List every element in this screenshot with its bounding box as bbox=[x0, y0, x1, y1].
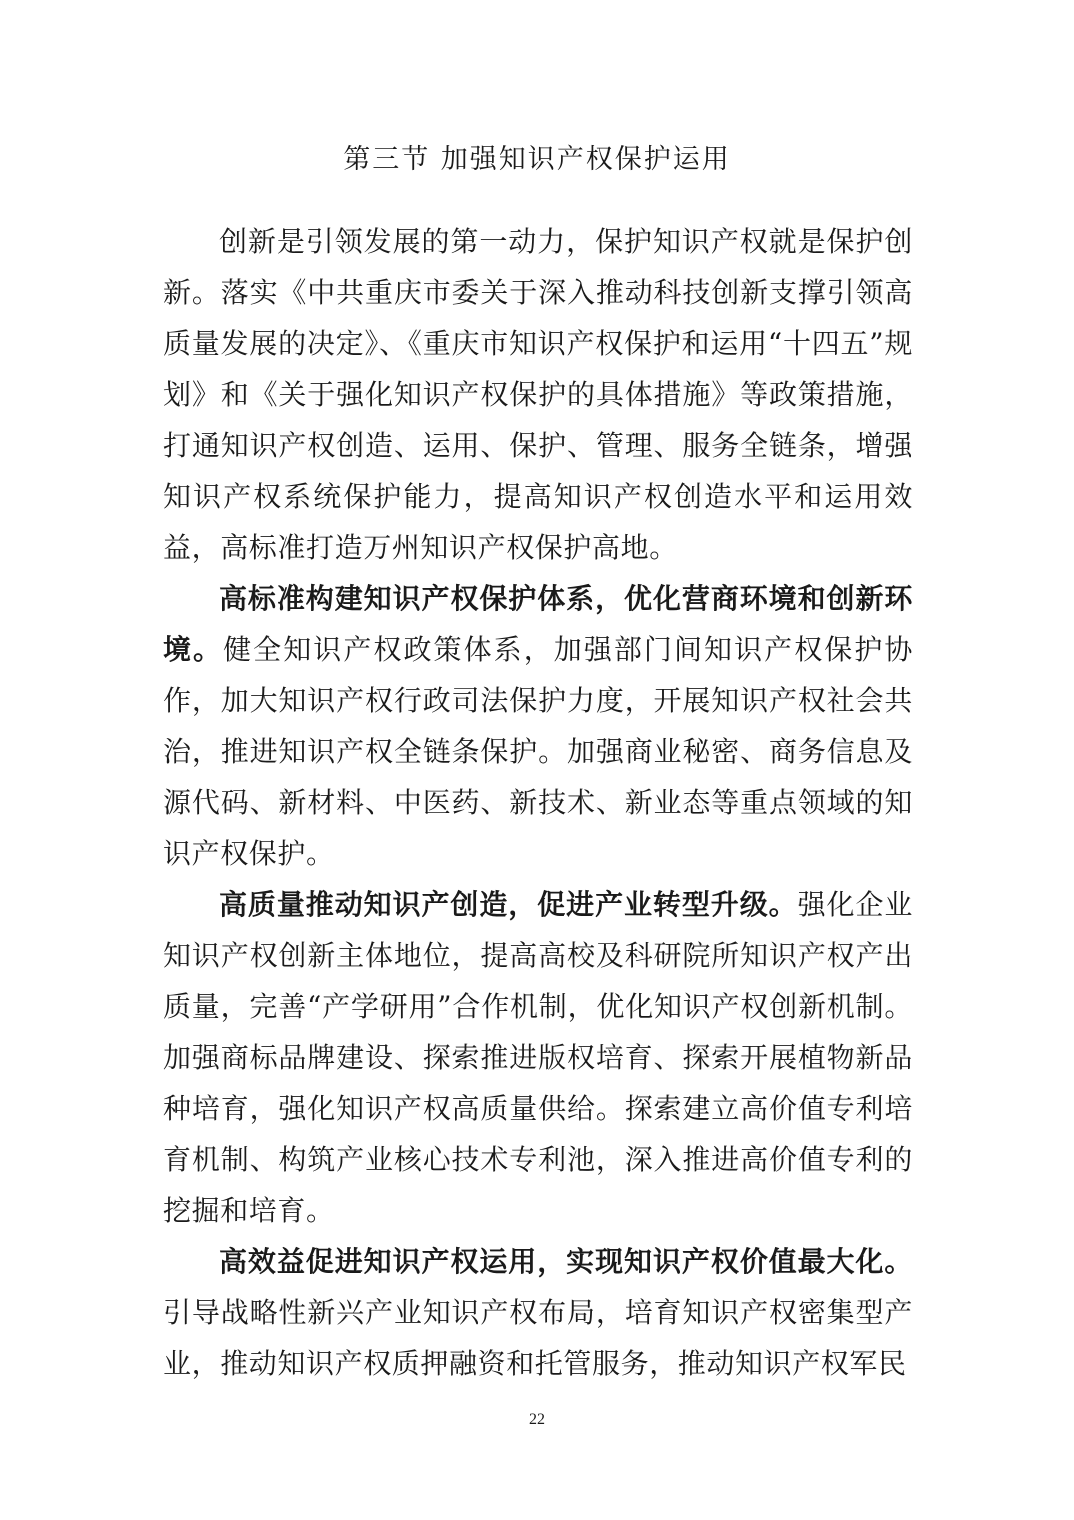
paragraph-text: 强化企业知识产权创新主体地位，提高高校及科研院所知识产权产出质量，完善“产学研用”合作机制，优化知识产权创新机制。加强商标品牌建设、探索推进版权培育、探索开展植物新品种培育，强化知识产权高质量供给。探索建立高价值专利培育机制、构筑产业核心技术专利池，深入推进高价值专利的挖掘和培育。 bbox=[163, 888, 913, 1227]
paragraph-lead-heading: 高效益促进知识产权运用，实现知识产权价值最大化。 bbox=[219, 1245, 913, 1278]
paragraph-protection-system bbox=[163, 573, 913, 879]
paragraph-text: 健全知识产权政策体系，加强部门间知识产权保护协作，加大知识产权行政司法保护力度，开展知识产权社会共治，推进知识产权全链条保护。加强商业秘密、商务信息及源代码、新材料、中医药、新技术、新业态等重点领域的知识产权保护。 bbox=[163, 633, 913, 870]
body-text bbox=[163, 216, 913, 1389]
paragraph-text: 引导战略性新兴产业知识产权布局，培育知识产权密集型产业，推动知识产权质押融资和托管服务，推动知识产权军民 bbox=[163, 1296, 913, 1380]
paragraph-lead-heading: 高标准构建知识产权保护体系，优化营商环境和创新环境。 bbox=[163, 582, 913, 666]
paragraph-ip-creation bbox=[163, 879, 913, 1236]
paragraph-lead-heading: 高质量推动知识产创造，促进产业转型升级。 bbox=[219, 888, 798, 921]
page-number: 22 bbox=[529, 1411, 545, 1428]
paragraph-intro bbox=[163, 216, 913, 573]
paragraph-ip-utilization bbox=[163, 1236, 913, 1389]
paragraph-text: 创新是引领发展的第一动力，保护知识产权就是保护创新。落实《中共重庆市委关于深入推动科技创新支撑引领高质量发展的决定》、《重庆市知识产权保护和运用“十四五”规划》和《关于强化知识产权保护的具体措施》等政策措施，打通知识产权创造、运用、保护、管理、服务全链条，增强知识产权系统保护能力，提高知识产权创造水平和运用效益，高标准打造万州知识产权保护高地。 bbox=[163, 225, 913, 564]
section-title: 第三节 加强知识产权保护运用 bbox=[343, 144, 731, 175]
